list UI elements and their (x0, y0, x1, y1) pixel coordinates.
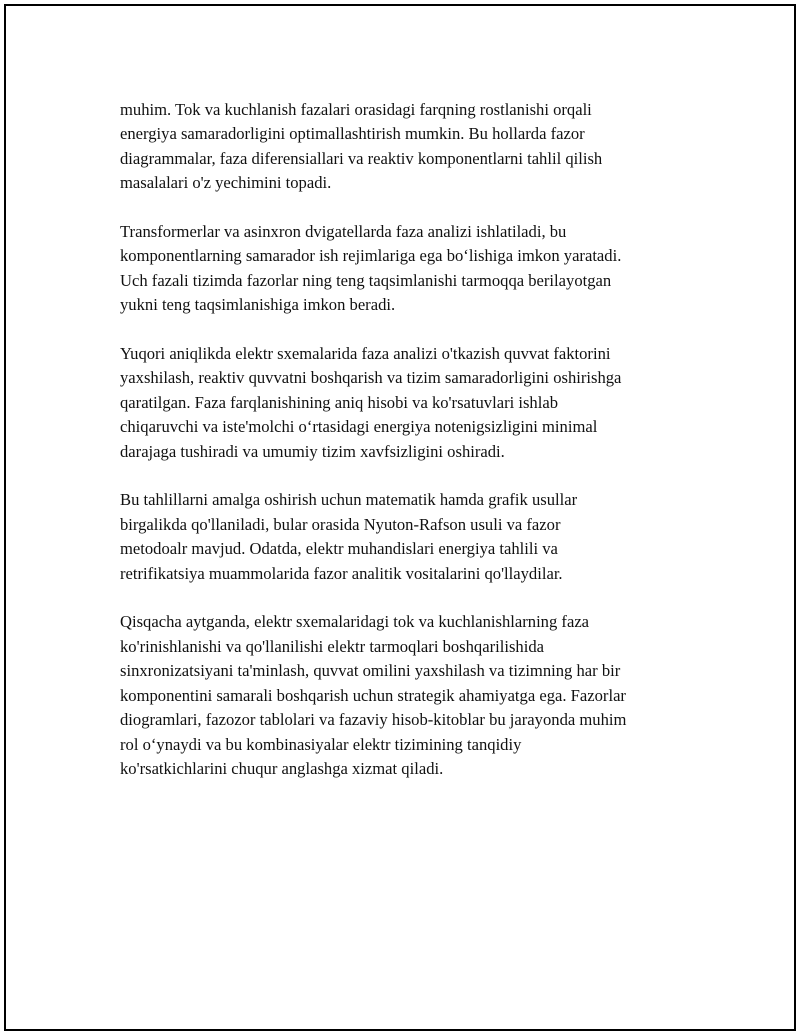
page-frame (4, 4, 796, 1031)
paragraph: Qisqacha aytganda, elektr sxemalaridagi tok va kuchlanishlarning faza ko'rinishlanishi va qo'llanilishi elektr tarmoqlari boshqarilishida sinxronizatsiyani ta'minlash, quvvat omilini yaxshilash va tizimning har bir komponentini samarali boshqarish uchun strategik ahamiyatga ega. Fazorlar diogramlari, fazozor tablolari va fazaviy hisob-kitoblar bu jarayonda muhim rol o‘ynaydi va bu kombinasiyalar elektr tizimining tanqidiy ko'rsatkichlarini chuqur anglashga xizmat qiladi. (120, 612, 627, 778)
document-body (120, 98, 700, 781)
paragraph: Transformerlar va asinxron dvigatellarda faza analizi ishlatiladi, bu komponentlarning samarador ish rejimlariga ega bo‘lishiga imkon yaratadi. Uch fazali tizimda fazorlar ning teng taqsimlanishi tarmoqqa berilayotgan yukni teng taqsimlanishiga imkon beradi. (120, 222, 622, 315)
paragraph: Yuqori aniqlikda elektr sxemalarida faza analizi o'tkazish quvvat faktorini yaxshilash, reaktiv quvvatni boshqarish va tizim samaradorligini oshirishga qaratilgan. Faza farqlanishining aniq hisobi va ko'rsatuvlari ishlab chiqaruvchi va iste'molchi o‘rtasidagi energiya notenigsizligini minimal darajaga tushiradi va umumiy tizim xavfsizligini oshiradi. (120, 344, 622, 461)
paragraph: Bu tahlillarni amalga oshirish uchun matematik hamda grafik usullar birgalikda qo'llaniladi, bular orasida Nyuton-Rafson usuli va fazor metodoalr mavjud. Odatda, elektr muhandislari energiya tahlili va retrifikatsiya muammolarida fazor analitik vositalarini qo'llaydilar. (120, 490, 578, 583)
paragraph: muhim. Tok va kuchlanish fazalari orasidagi farqning rostlanishi orqali energiya samaradorligini optimallashtirish mumkin. Bu hollarda fazor diagrammalar, faza diferensiallari va reaktiv komponentlarni tahlil qilish masalalari o'z yechimini topadi. (120, 100, 603, 193)
